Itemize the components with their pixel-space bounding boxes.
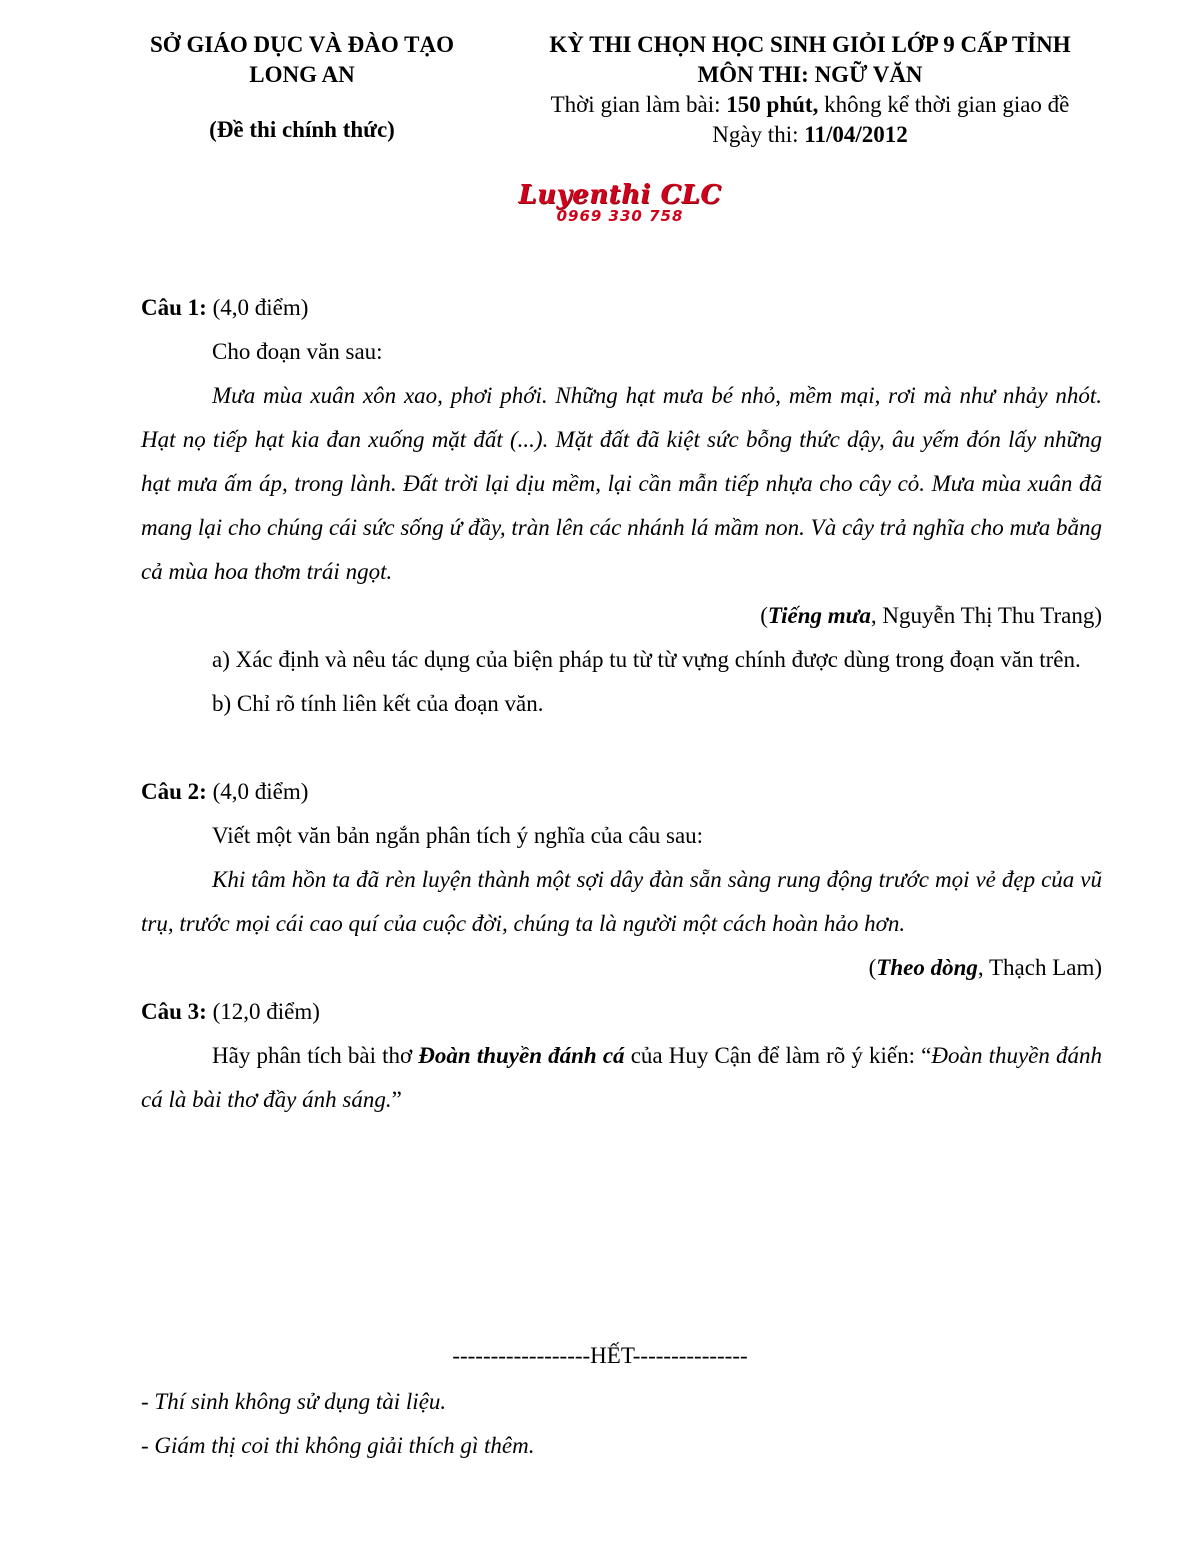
question-3-prompt: Hãy phân tích bài thơ Đoàn thuyền đánh cá của Huy Cận để làm rõ ý kiến: “Đoàn thuyền đánh cá là bài thơ đầy ánh sáng.”: [141, 1043, 1102, 1112]
question-1-passage: Mưa mùa xuân xôn xao, phơi phới. Những hạt mưa bé nhỏ, mềm mại, rơi mà như nhảy nhót. Hạt nọ tiếp hạt kia đan xuống mặt đất (...). Mặt đất đã kiệt sức bỗng thức dậy, âu yếm đón lấy những hạt mưa ấm áp, trong lành. Đất trời lại dịu mềm, lại cần mẫn tiếp nhựa cho cây cỏ. Mưa mùa xuân đã mang lại cho chúng cái sức sống ứ đầy, tràn lên các nhánh lá mầm non. Và cây trả nghĩa cho mưa bằng cả mùa hoa thơm trái ngọt.: [141, 383, 1102, 584]
question-2-quote: Khi tâm hồn ta đã rèn luyện thành một sợi dây đàn sẵn sàng rung động trước mọi vẻ đẹp của vũ trụ, trước mọi cái cao quí của cuộc đời, chúng ta là người một cách hoàn hảo hơn.: [141, 867, 1102, 936]
note-item: - Giám thị coi thi không giải thích gì thêm.: [141, 1433, 535, 1458]
exam-subject: MÔN THI: NGỮ VĂN: [697, 62, 923, 87]
question-1-heading: Câu 1: (4,0 điểm): [141, 295, 309, 320]
exam-notes: [141, 1380, 1041, 1468]
logo-text: Luyenthi CLC: [518, 180, 722, 210]
question-1-intro: Cho đoạn văn sau:: [212, 339, 383, 364]
exam-duration: Thời gian làm bài: 150 phút, không kể thời gian giao đề: [550, 92, 1070, 117]
question-1-source: (Tiếng mưa, Nguyễn Thị Thu Trang): [760, 603, 1102, 628]
exam-title-block: [500, 30, 1120, 150]
question-3-heading: Câu 3: (12,0 điểm): [141, 999, 320, 1024]
logo-phone: 0969 330 758: [556, 207, 684, 225]
question-2-heading: Câu 2: (4,0 điểm): [141, 779, 309, 804]
question-1-part-a: a) Xác định và nêu tác dụng của biện pháp tu từ từ vựng chính được dùng trong đoạn văn trên.: [212, 647, 1081, 672]
issuer-line-2: LONG AN: [249, 62, 355, 87]
issuer-block: [118, 30, 486, 145]
note-item: - Thí sinh không sử dụng tài liệu.: [141, 1389, 447, 1414]
question-2-source: (Theo dòng, Thạch Lam): [868, 955, 1102, 980]
question-2-intro: Viết một văn bản ngắn phân tích ý nghĩa của câu sau:: [212, 823, 704, 848]
end-marker: ------------------HẾT---------------: [452, 1343, 748, 1368]
issuer-line-1: SỞ GIÁO DỤC VÀ ĐÀO TẠO: [150, 32, 454, 57]
exam-date: Ngày thi: 11/04/2012: [712, 122, 908, 147]
exam-body: [141, 286, 1102, 1122]
question-1-part-b: b) Chỉ rõ tính liên kết của đoạn văn.: [212, 691, 544, 716]
official-label: (Đề thi chính thức): [209, 117, 395, 142]
exam-title: KỲ THI CHỌN HỌC SINH GIỎI LỚP 9 CẤP TỈNH: [549, 32, 1071, 57]
luyenthi-logo: [500, 180, 740, 240]
